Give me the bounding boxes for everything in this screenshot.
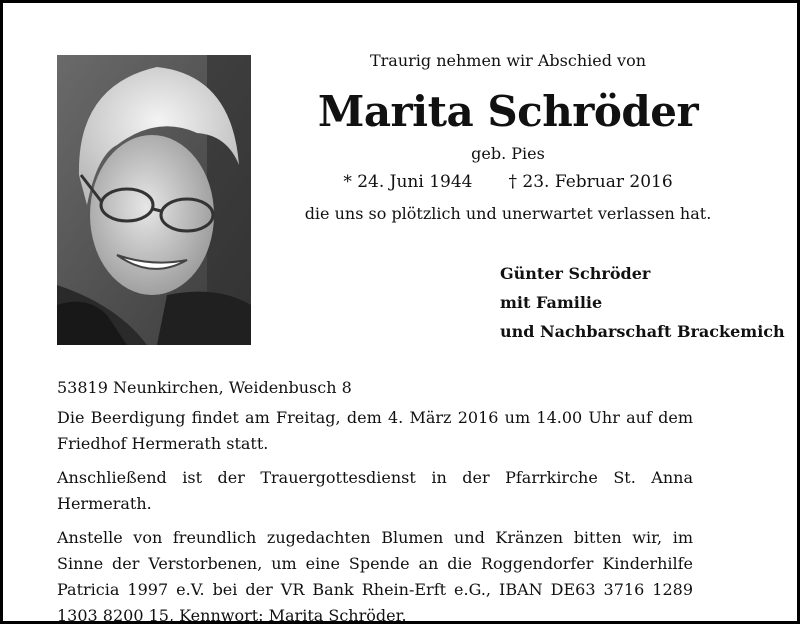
service-info: Anschließend ist der Trauergottesdienst in der Pfarrkirche St. Anna Hermerath. (57, 468, 693, 513)
portrait-photo (57, 55, 251, 345)
mourner-line: und Nachbarschaft Brackemich (500, 322, 785, 341)
mourners-list (500, 259, 785, 346)
passing-message: die uns so plötzlich und unerwartet verlassen hat. (304, 204, 712, 223)
mourner-line: Günter Schröder (500, 264, 651, 283)
birth-name: geb. Pies (471, 144, 545, 163)
details-text (57, 375, 693, 637)
donation-info: Anstelle von freundlich zugedachten Blumen und Kränzen bitten wir, im Sinne der Verstorbenen, um eine Spende an die Roggendorfer Kinderhilfe Patricia 1997 e.V. bei der VR Bank Rhein-Erft e.G., IBAN DE63 3716 1289 1303 8200 15, Kennwort: Marita Schröder. (57, 528, 693, 625)
intro-line: Traurig nehmen wir Abschied von (369, 51, 647, 70)
death-date: † 23. Februar 2016 (508, 172, 673, 192)
deceased-name: Marita Schröder (317, 87, 699, 136)
address: 53819 Neunkirchen, Weidenbusch 8 (57, 378, 352, 397)
funeral-info: Die Beerdigung findet am Freitag, dem 4. März 2016 um 14.00 Uhr auf dem Friedhof Hermerath statt. (57, 408, 693, 453)
birth-date: * 24. Juni 1944 (343, 172, 473, 192)
mourner-line: mit Familie (500, 293, 603, 312)
life-dates (303, 172, 713, 192)
